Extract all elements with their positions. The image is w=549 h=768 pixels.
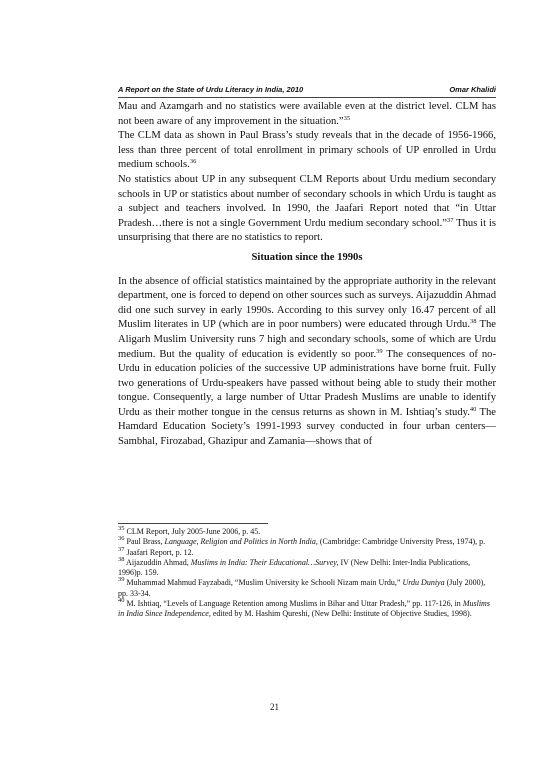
- footnote-ref[interactable]: 37: [446, 216, 454, 224]
- footnotes: [118, 527, 496, 620]
- footnote-ref[interactable]: 40: [469, 405, 477, 413]
- footnote-rule: [118, 523, 268, 524]
- paragraph: In the absence of official statistics maintained by the appropriate authority in the relevant department, one is forced to depend on other sources such as surveys. Aijazuddin Ahmad did one such survey in early 1990s. According to this survey only 16.47 percent of all Muslim literates in UP (which are in poor numbers) were educated through Urdu.$^{38}$ The Aligarh Muslim University runs 7 high and secondary schools, some of which are Urdu medium. But the quality of education is evidently so poor.$^{39}$ The consequences of no-Urdu in education policies of the successive UP administrations have borne fruit. Fully two generations of Urdu-speakers have passed without being able to study their mother tongue. Consequently, a large number of Uttar Pradesh Muslims are unable to identify Urdu as their mother tongue in the census returns as shown in M. Ishtiaq’s study.$^{40}$ The Hamdard Education Society’s 1991-1993 survey conducted in four urban centers—Sambhal, Firozabad, Ghazipur and Zamania—shows that of: [118, 275, 496, 448]
- footnote-ref[interactable]: 38: [470, 318, 477, 326]
- footnote: $^{38}$ Aijazuddin Ahmad, Muslims in India: Their Educational…Survey, IV (New Delhi: Inter-India Publications, 1996)p. 159.: [118, 555, 471, 578]
- paragraph: The CLM data as shown in Paul Brass’s study reveals that in the decade of 1956-1966, less than three percent of total enrollment in primary schools of UP enrolled in Urdu medium schools.$^{36}$: [118, 130, 496, 171]
- section-heading: Situation since the 1990s: [251, 251, 363, 263]
- footnote: $^{35}$ CLM Report, July 2005-June 2006, p. 45.: [118, 525, 261, 536]
- footnote-ref[interactable]: 39: [376, 347, 383, 355]
- footnote-ref[interactable]: 36: [189, 158, 197, 166]
- page-number: 21: [270, 702, 279, 712]
- footnote: $^{36}$ Paul Brass, Language, Religion and Politics in North India, (Cambridge: Cambridge University Press, 1974), p.: [118, 535, 486, 547]
- paragraph: Mau and Azamgarh and no statistics were available even at the district level. CLM has not been aware of any improvement in the situation.”$^{35}$: [118, 101, 496, 127]
- header-author: Omar Khalidi: [449, 85, 496, 94]
- header-title: A Report on the State of Urdu Literacy in India, 2010: [118, 85, 304, 94]
- body-text: [118, 100, 496, 450]
- header-rule: [118, 97, 496, 98]
- paragraph: No statistics about UP in any subsequent CLM Reports about Urdu medium secondary schools in UP or statistics about number of secondary schools in which Urdu is taught as a subject and teachers involved. In 1990, the Jaafari Report noted that “in Uttar Pradesh…there is not a single Government Urdu medium secondary school.”$^{37}$ Thus it is unsurprising that there are no statistics to report.: [118, 173, 496, 244]
- footnote: $^{37}$ Jaafari Report, p. 12.: [118, 545, 194, 557]
- footnote-ref[interactable]: 35: [343, 114, 351, 122]
- footnote: $^{40}$ M. Ishtiaq, “Levels of Language Retention among Muslims in Bihar and Uttar Pradesh,” pp. 117-126, in Muslims in India Since Independence, edited by M. Hashim Qureshi, (New Delhi: Institute of Objective Studies, 1998).: [118, 597, 490, 619]
- footnote: $^{39}$ Muhammad Mahmud Fayzabadi, “Muslim University ke Schooli Nizam main Urdu,” Urdu Duniya (July 2000), pp. 33-34.: [118, 576, 486, 598]
